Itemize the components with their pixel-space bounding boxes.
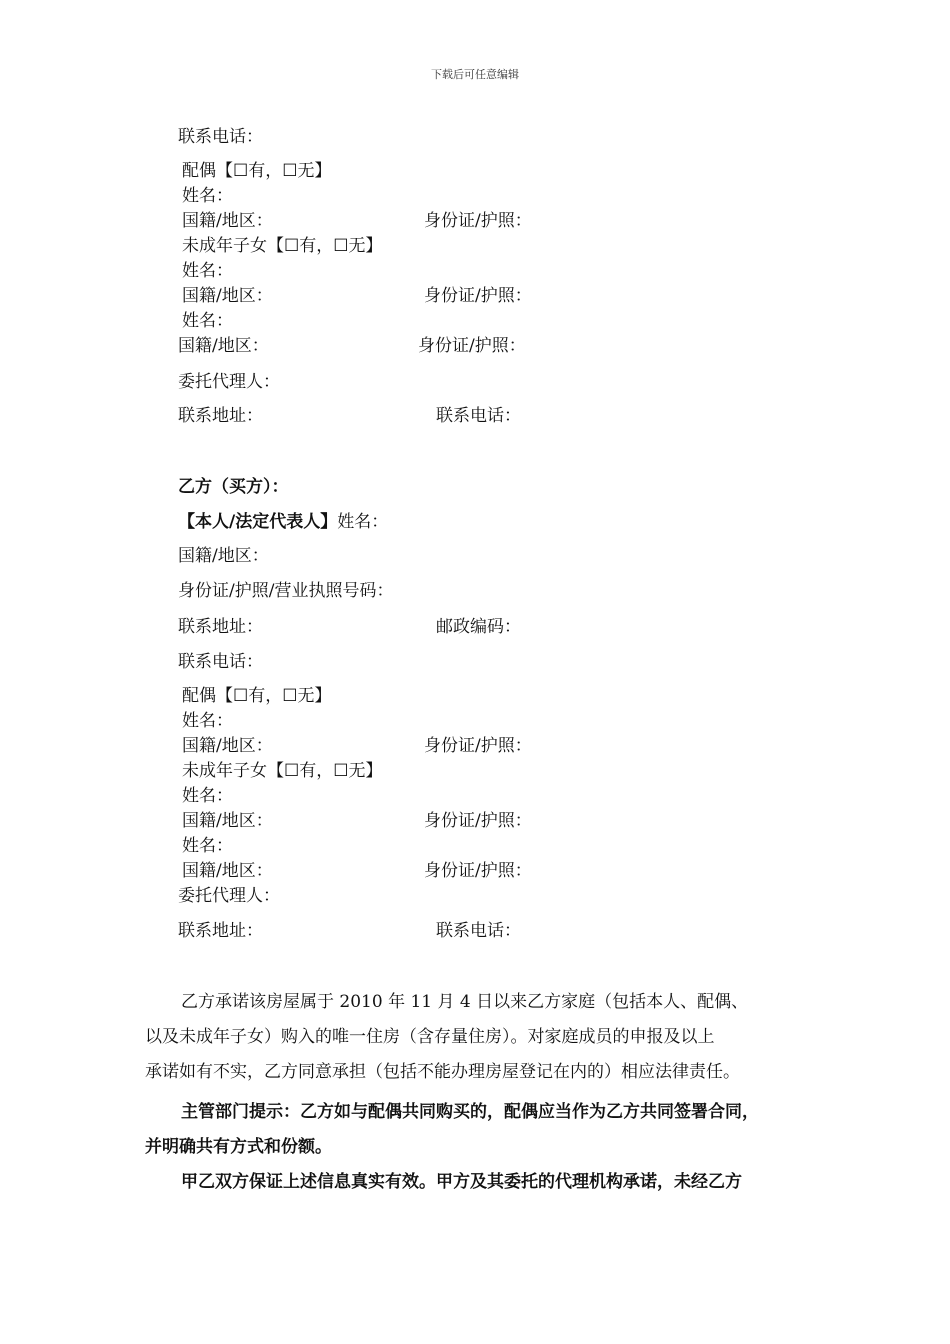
buyer-minor1-nationality-label: 国籍/地区： xyxy=(182,811,273,831)
buyer-nationality-label: 国籍/地区： xyxy=(178,546,269,566)
buyer-agent-label: 委托代理人： xyxy=(178,886,280,906)
buyer-id-number-label: 身份证/护照/营业执照号码： xyxy=(178,581,394,601)
buyer-rep-name-label: 姓名： xyxy=(337,512,389,532)
buyer-minor-label: 未成年子女【☐有，☐无】 xyxy=(182,761,383,781)
buyer-minor1-id-label: 身份证/护照： xyxy=(424,811,532,831)
buyer-minor1-name-label: 姓名： xyxy=(182,786,233,806)
seller-agent-label: 委托代理人： xyxy=(178,372,280,392)
guarantee-line-1: 甲乙双方保证上述信息真实有效。甲方及其委托的代理机构承诺，未经乙方 xyxy=(181,1172,742,1192)
buyer-phone-label: 联系电话： xyxy=(178,652,263,672)
buyer-minor2-name-label: 姓名： xyxy=(182,836,233,856)
buyer-minor2-id-label: 身份证/护照： xyxy=(424,861,532,881)
buyer-rep-label: 【本人/法定代表人】 xyxy=(178,512,338,532)
seller-spouse-name-label: 姓名： xyxy=(182,186,233,206)
buyer-spouse-id-label: 身份证/护照： xyxy=(424,736,532,756)
seller-agent-address-label: 联系地址： xyxy=(178,406,263,426)
seller-minor1-name-label: 姓名： xyxy=(182,261,233,281)
seller-minor1-id-label: 身份证/护照： xyxy=(424,286,532,306)
seller-minor2-id-label: 身份证/护照： xyxy=(418,336,526,356)
buyer-agent-phone-label: 联系电话： xyxy=(436,921,521,941)
buyer-spouse-label: 配偶【☐有，☐无】 xyxy=(182,686,332,706)
buyer-rep-line xyxy=(178,512,388,532)
seller-spouse-label: 配偶【☐有，☐无】 xyxy=(182,161,332,181)
buyer-spouse-name-label: 姓名： xyxy=(182,711,233,731)
guarantee-paragraph xyxy=(145,1165,845,1200)
commitment-line-3: 承诺如有不实，乙方同意承担（包括不能办理房屋登记在内的）相应法律责任。 xyxy=(145,1062,740,1082)
seller-spouse-nationality-label: 国籍/地区： xyxy=(182,211,273,231)
buyer-agent-address-label: 联系地址： xyxy=(178,921,263,941)
seller-minor1-nationality-label: 国籍/地区： xyxy=(182,286,273,306)
buyer-heading: 乙方（买方）： xyxy=(178,477,289,497)
notice-line-2: 并明确共有方式和份额。 xyxy=(145,1137,332,1157)
buyer-postcode-label: 邮政编码： xyxy=(436,617,521,637)
seller-minor-label: 未成年子女【☐有，☐无】 xyxy=(182,236,383,256)
seller-minor2-nationality-label: 国籍/地区： xyxy=(178,336,269,356)
commitment-line-2: 以及未成年子女）购入的唯一住房（含存量住房）。对家庭成员的申报及以上 xyxy=(145,1027,715,1047)
seller-agent-phone-label: 联系电话： xyxy=(436,406,521,426)
commitment-line-1: 乙方承诺该房屋属于 2010 年 11 月 4 日以来乙方家庭（包括本人、配偶、 xyxy=(181,992,749,1012)
buyer-address-label: 联系地址： xyxy=(178,617,263,637)
seller-minor2-name-label: 姓名： xyxy=(182,311,233,331)
notice-line-1: 主管部门提示：乙方如与配偶共同购买的，配偶应当作为乙方共同签署合同， xyxy=(181,1102,759,1122)
buyer-spouse-nationality-label: 国籍/地区： xyxy=(182,736,273,756)
buyer-minor2-nationality-label: 国籍/地区： xyxy=(182,861,273,881)
seller-phone-label: 联系电话： xyxy=(178,127,263,147)
commitment-paragraph xyxy=(145,985,845,1090)
page-header: 下载后可任意编辑 xyxy=(431,68,519,81)
notice-paragraph xyxy=(145,1095,845,1165)
seller-spouse-id-label: 身份证/护照： xyxy=(424,211,532,231)
